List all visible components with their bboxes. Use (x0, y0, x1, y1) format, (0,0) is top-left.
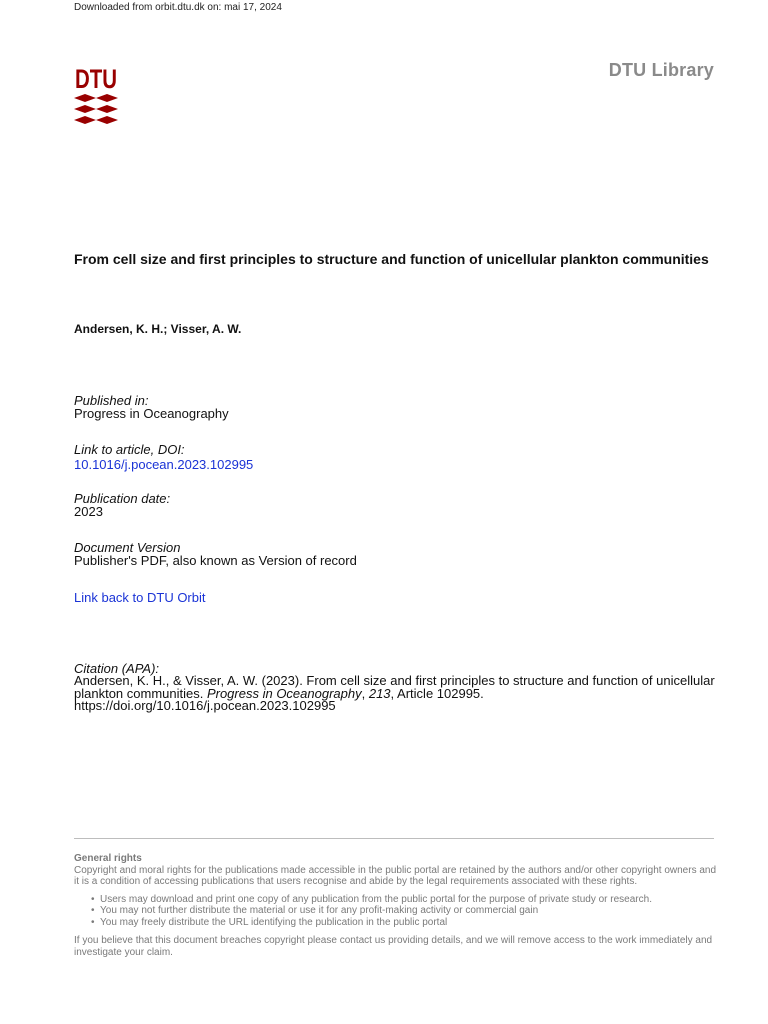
orbit-link-block (74, 589, 206, 607)
document-version-block (74, 541, 357, 567)
dtu-logo-text: DTU (75, 64, 117, 94)
dtu-orbit-link[interactable]: Link back to DTU Orbit (74, 590, 206, 605)
published-in-value: Progress in Oceanography (74, 406, 229, 421)
citation-journal: Progress in Oceanography (206, 685, 362, 701)
general-rights-section (74, 853, 719, 958)
general-rights-heading: General rights (74, 853, 142, 864)
citation-label: Citation (APA): (74, 661, 160, 676)
dtu-logo-stripe (74, 105, 118, 113)
citation-text (74, 675, 724, 700)
dtu-logo-stripe (74, 116, 118, 124)
document-version-value: Publisher's PDF, also known as Version of record (74, 553, 357, 568)
paper-authors: Andersen, K. H.; Visser, A. W. (74, 322, 242, 336)
dtu-library-label: DTU Library (608, 60, 714, 80)
dtu-logo-stripe (74, 94, 118, 102)
dtu-logo (74, 64, 118, 126)
citation-part-2: , Article 102995. (390, 685, 484, 701)
citation-sep: , (361, 685, 369, 701)
rights-closing: If you believe that this document breaches copyright please contact us providing details, and we will remove access to the work immediately and investigate your claim. (74, 935, 713, 958)
doi-block (74, 443, 253, 474)
published-in-block (74, 394, 229, 420)
publication-date-label: Publication date: (74, 491, 171, 506)
rights-bullet-list (74, 894, 719, 929)
citation-part-1: Andersen, K. H., & Visser, A. W. (2023). From cell size and first principles to structure and function of unicellular plankton communities. (74, 673, 715, 701)
rights-bullet: • Users may download and print one copy of any publication from the public portal for the purpose of private study or research. (100, 894, 719, 906)
doi-label: Link to article, DOI: (74, 442, 185, 457)
paper-title: From cell size and first principles to structure and function of unicellular plankton communities (74, 251, 709, 267)
doi-link[interactable]: 10.1016/j.pocean.2023.102995 (74, 457, 254, 472)
download-note: Downloaded from orbit.dtu.dk on: mai 17, 2024 (74, 2, 282, 13)
publication-date-value: 2023 (74, 504, 103, 519)
publication-date-block (74, 492, 170, 518)
rights-bullet: • You may freely distribute the URL identifying the publication in the public portal (100, 917, 719, 929)
citation-url: https://doi.org/10.1016/j.pocean.2023.102995 (74, 698, 336, 713)
document-version-label: Document Version (74, 540, 181, 555)
citation-volume: 213 (368, 685, 391, 701)
rights-bullet: • You may not further distribute the material or use it for any profit-making activity or commercial gain (100, 905, 719, 917)
published-in-label: Published in: (74, 393, 149, 408)
general-rights-intro: Copyright and moral rights for the publications made accessible in the public portal are retained by the authors and/or other copyright owners and it is a condition of accessing publications that users recognise and abide by the legal requirements associated with these rights. (74, 864, 717, 887)
footer-divider (74, 838, 714, 839)
citation-block (74, 662, 724, 713)
